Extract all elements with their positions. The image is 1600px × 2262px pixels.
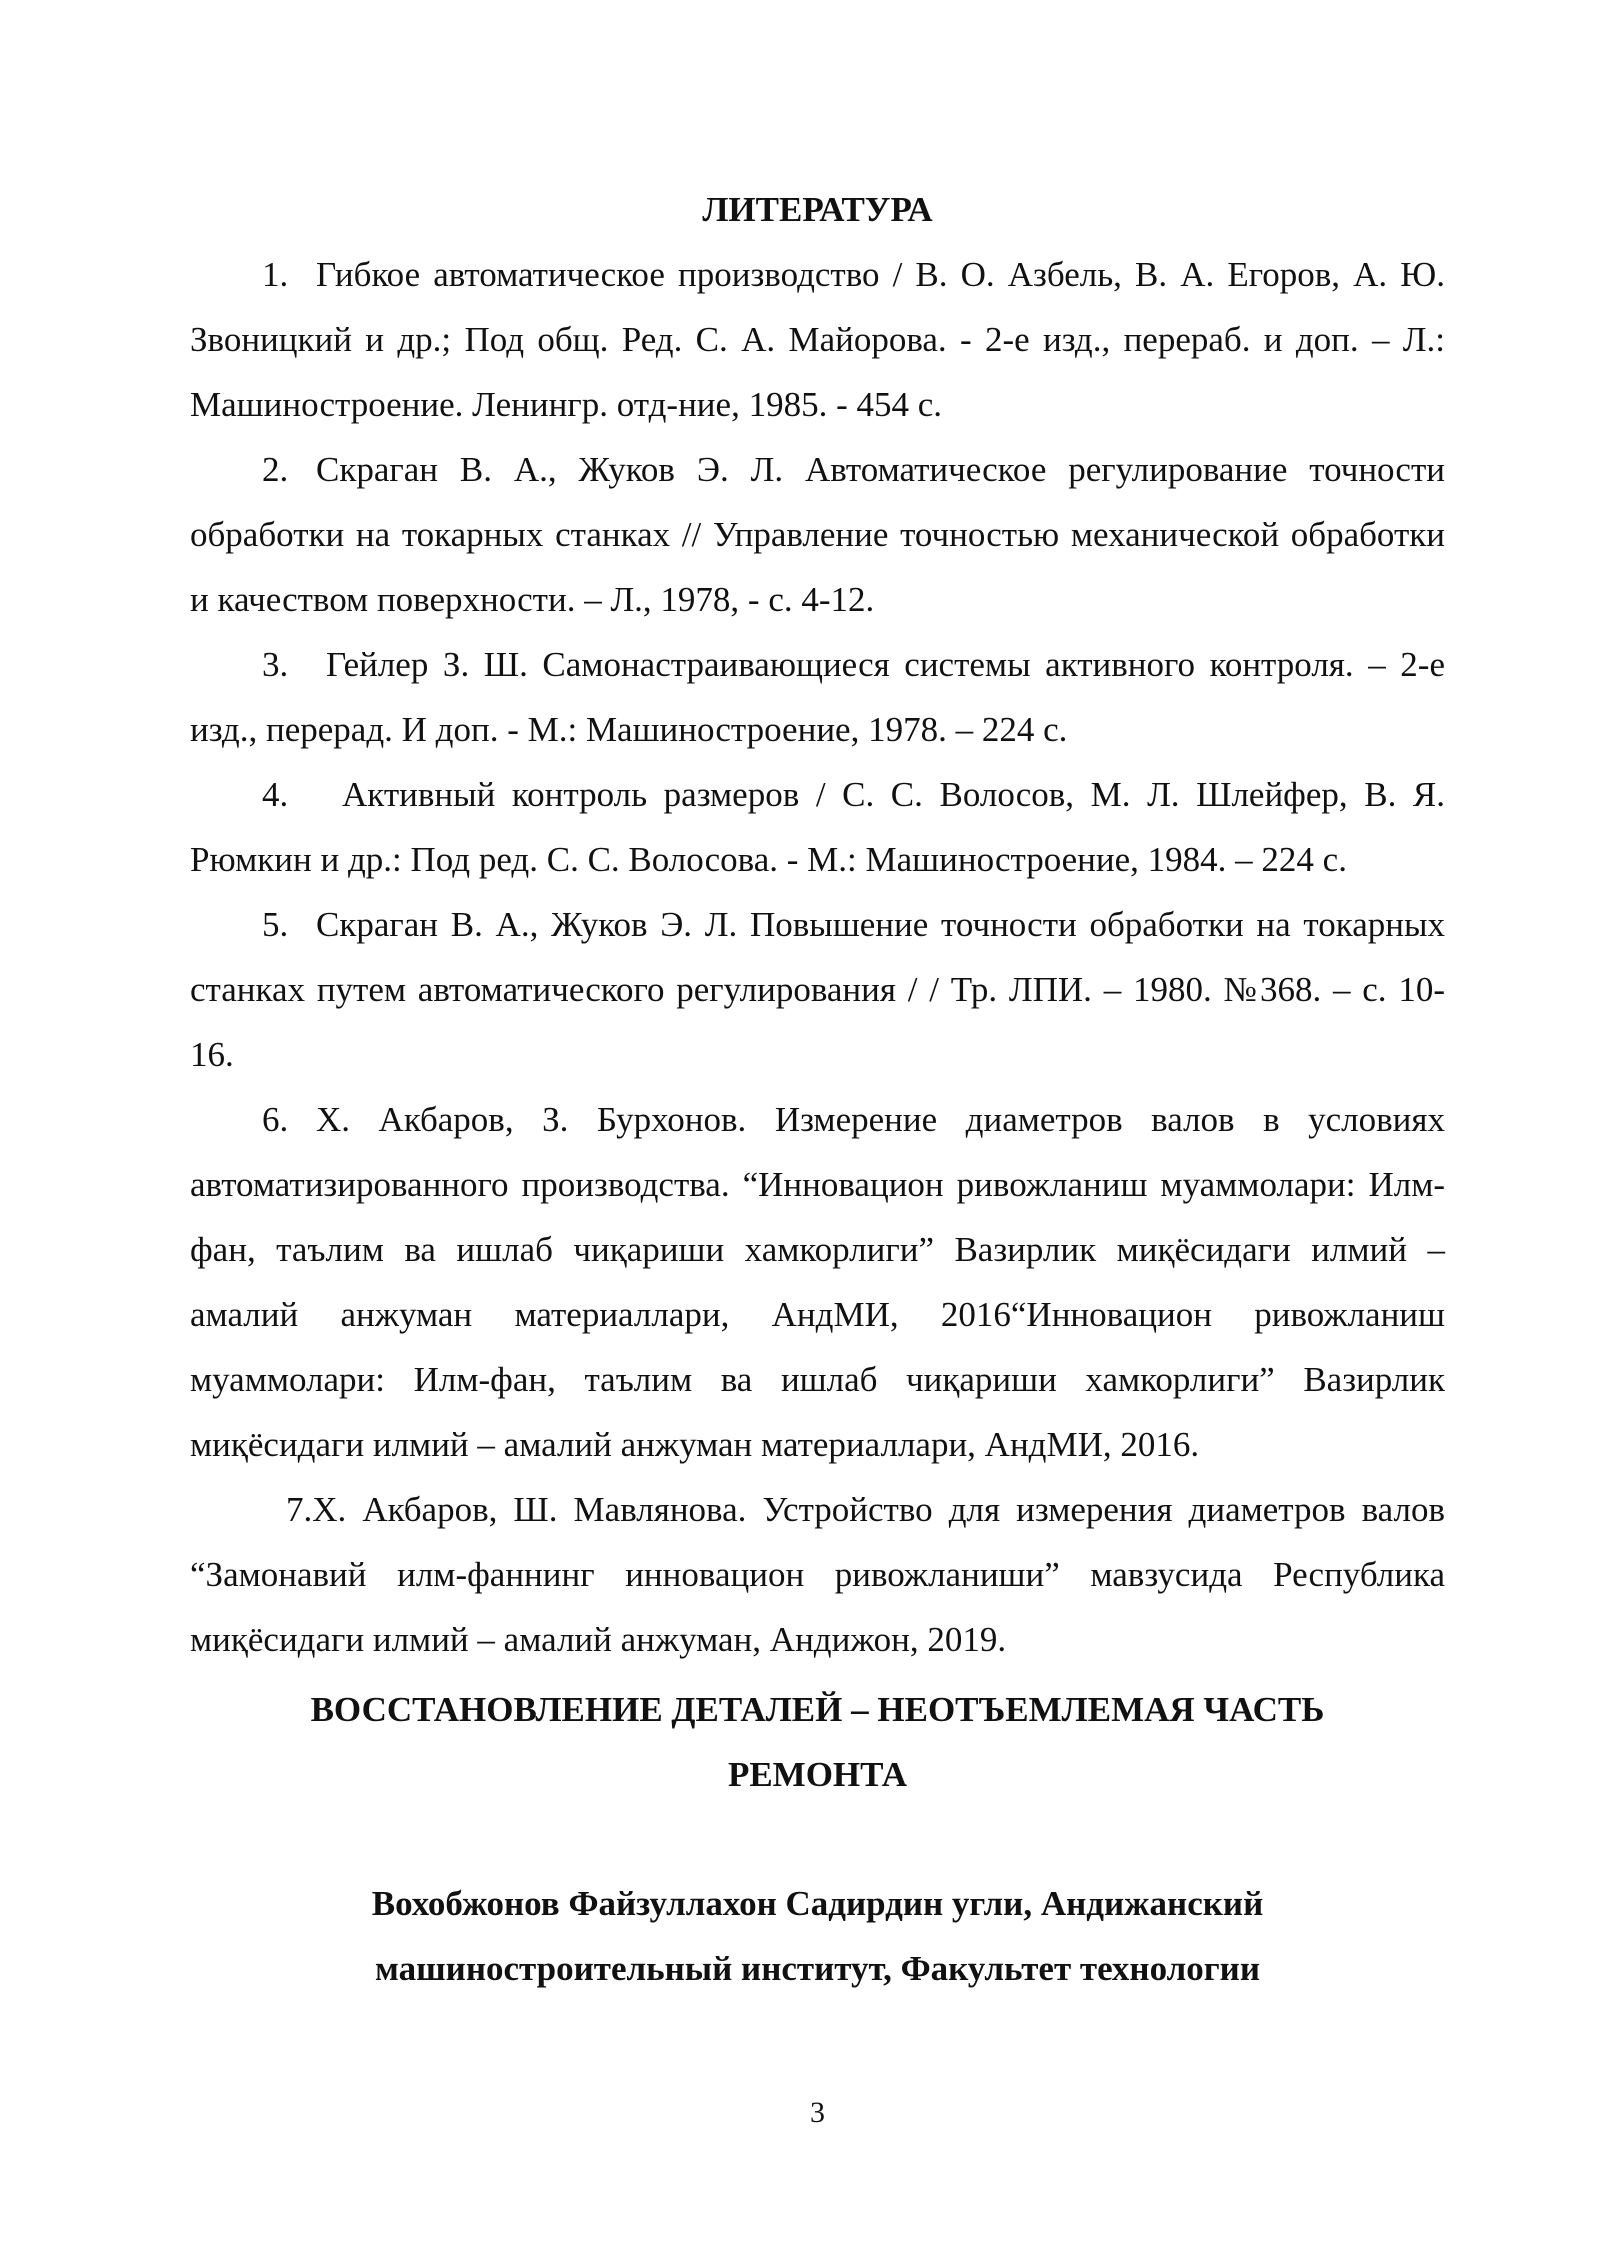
reference-text: Х. Акбаров, З. Бурхонов. Измерение диаметров валов в условиях автоматизированного производства. “Инновацион ривожланиш муаммолари: Илм-фан, таълим ва ишлаб чиқариши хамкорлиги” Вазирлик миқёсидаги илмий – амалий анжуман материаллари, АндМИ, 2016“Инновацион ривожланиш муаммолари: Илм-фан, таълим ва ишлаб чиқариши хамкорлиги” Вазирлик миқёсидаги илмий – амалий анжуман материаллари, АндМИ, 2016.	[190, 1100, 1445, 1464]
reference-text: Активный контроль размеров / С. С. Волосов, М. Л. Шлейфер, В. Я. Рюмкин и др.: Под ред. С. С. Волосова. - М.: Машиностроение, 1984. – 224 с.	[190, 775, 1445, 879]
reference-item	[190, 762, 1445, 892]
literature-heading: ЛИТЕРАТУРА	[702, 190, 933, 229]
article-title-line: РЕМОНТА	[727, 1755, 908, 1794]
reference-number: 4.	[262, 775, 289, 814]
reference-text: Гейлер З. Ш. Самонастраивающиеся системы активного контроля. – 2-е изд., перерад. И доп. - М.: Машиностроение, 1978. – 224 с.	[190, 645, 1445, 749]
reference-text: Скраган В. А., Жуков Э. Л. Автоматическое регулирование точности обработки на токарных станках // Управление точностью механической обработки и качеством поверхности. – Л., 1978, - с. 4-12.	[190, 450, 1445, 619]
document-page	[190, 0, 1445, 2262]
author-affiliation	[190, 1871, 1445, 2001]
reference-item	[190, 437, 1445, 632]
reference-number: 6.	[262, 1100, 289, 1139]
reference-text: Х. Акбаров, Ш. Мавлянова. Устройство для измерения диаметров валов “Замонавий илм-фаннинг инновацион ривожланиши” мавзусида Республика миқёсидаги илмий – амалий анжуман, Андижон, 2019.	[190, 1490, 1445, 1659]
reference-text: Скраган В. А., Жуков Э. Л. Повышение точности обработки на токарных станках путем автоматического регулирования / / Тр. ЛПИ. – 1980. №368. – с. 10-16.	[190, 905, 1445, 1074]
reference-item	[190, 1477, 1445, 1672]
article-title	[190, 1677, 1445, 1807]
reference-item	[190, 242, 1445, 437]
reference-list	[190, 242, 1445, 1672]
reference-number: 2.	[262, 450, 289, 489]
author-line: машиностроительный институт, Факультет технологии	[375, 1949, 1260, 1988]
page-number: 3	[810, 2096, 825, 2129]
article-title-line: ВОССТАНОВЛЕНИЕ ДЕТАЛЕЙ – НЕОТЪЕМЛЕМАЯ ЧАСТЬ	[310, 1690, 1325, 1729]
reference-number: 3.	[262, 645, 289, 684]
reference-item	[190, 1087, 1445, 1477]
reference-number: 5.	[262, 905, 289, 944]
author-line: Вохобжонов Файзуллахон Садирдин угли, Андижанский	[371, 1884, 1264, 1923]
reference-item	[190, 892, 1445, 1087]
reference-number: 7.	[286, 1490, 313, 1529]
reference-text: Гибкое автоматическое производство / В. О. Азбель, В. А. Егоров, А. Ю. Звоницкий и др.; Под общ. Ред. С. А. Майорова. - 2-е изд., перераб. и доп. – Л.: Машиностроение. Ленингр. отд-ние, 1985. - 454 с.	[190, 255, 1445, 424]
reference-number: 1.	[262, 255, 289, 294]
reference-item	[190, 632, 1445, 762]
